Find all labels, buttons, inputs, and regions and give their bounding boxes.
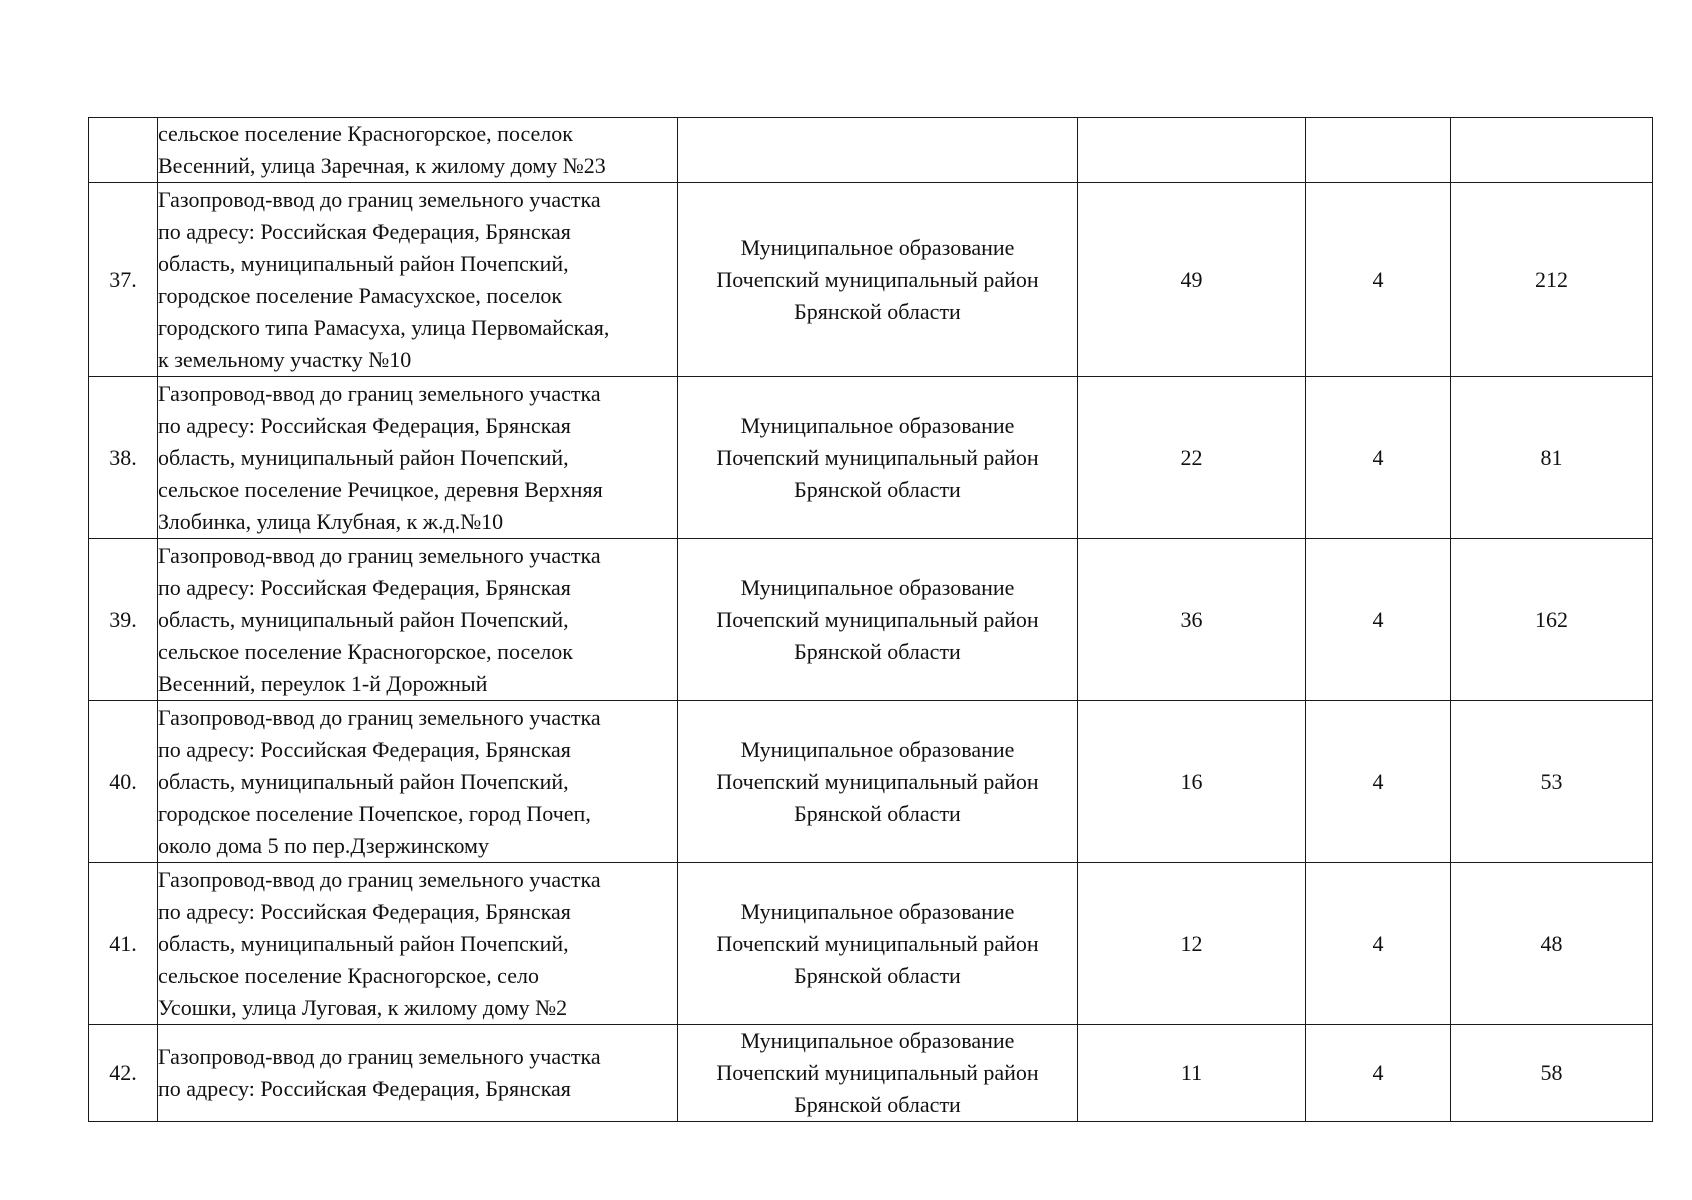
table-row: [89, 377, 1653, 539]
object-description-cell: Газопровод-ввод до границ земельного участка по адресу: Российская Федерация, Брянская: [158, 1025, 678, 1122]
object-description-cell: Газопровод-ввод до границ земельного участка по адресу: Российская Федерация, Брянская область, муниципальный район Почепский, городское поселение Почепское, город Почеп, около дома 5 по пер.Дзержинскому: [158, 701, 678, 863]
table-row: [89, 701, 1653, 863]
row-number-cell: [89, 118, 158, 183]
owner-cell: Муниципальное образование Почепский муниципальный район Брянской области: [678, 377, 1078, 539]
volume-cell: 48: [1451, 863, 1653, 1025]
object-description-cell: Газопровод-ввод до границ земельного участка по адресу: Российская Федерация, Брянская область, муниципальный район Почепский, сельское поселение Красногорское, поселок Весенний, переулок 1-й Дорожный: [158, 539, 678, 701]
length-cell: 16: [1078, 701, 1306, 863]
object-description-cell: Газопровод-ввод до границ земельного участка по адресу: Российская Федерация, Брянская область, муниципальный район Почепский, сельское поселение Красногорское, село Усошки, улица Луговая, к жилому дому №2: [158, 863, 678, 1025]
length-cell: 22: [1078, 377, 1306, 539]
owner-cell: Муниципальное образование Почепский муниципальный район Брянской области: [678, 1025, 1078, 1122]
owner-cell: Муниципальное образование Почепский муниципальный район Брянской области: [678, 539, 1078, 701]
pressure-cell: 4: [1306, 1025, 1451, 1122]
row-number-cell: 38.: [89, 377, 158, 539]
table-row: [89, 183, 1653, 377]
row-number-cell: 40.: [89, 701, 158, 863]
gas-pipeline-registry-table: [88, 117, 1653, 1122]
pressure-cell: 4: [1306, 377, 1451, 539]
table-row: [89, 1025, 1653, 1122]
table-row: [89, 863, 1653, 1025]
volume-cell: 212: [1451, 183, 1653, 377]
length-cell: [1078, 118, 1306, 183]
pressure-cell: [1306, 118, 1451, 183]
owner-cell: [678, 118, 1078, 183]
volume-cell: 58: [1451, 1025, 1653, 1122]
pressure-cell: 4: [1306, 863, 1451, 1025]
pressure-cell: 4: [1306, 539, 1451, 701]
volume-cell: [1451, 118, 1653, 183]
row-number-cell: 39.: [89, 539, 158, 701]
owner-cell: Муниципальное образование Почепский муниципальный район Брянской области: [678, 183, 1078, 377]
object-description-cell: Газопровод-ввод до границ земельного участка по адресу: Российская Федерация, Брянская область, муниципальный район Почепский, городское поселение Рамасухское, поселок городского типа Рамасуха, улица Первомайская, к земельному участку №10: [158, 183, 678, 377]
row-number-cell: 37.: [89, 183, 158, 377]
table-row: [89, 118, 1653, 183]
owner-cell: Муниципальное образование Почепский муниципальный район Брянской области: [678, 701, 1078, 863]
pressure-cell: 4: [1306, 701, 1451, 863]
owner-cell: Муниципальное образование Почепский муниципальный район Брянской области: [678, 863, 1078, 1025]
length-cell: 49: [1078, 183, 1306, 377]
row-number-cell: 41.: [89, 863, 158, 1025]
length-cell: 11: [1078, 1025, 1306, 1122]
length-cell: 12: [1078, 863, 1306, 1025]
object-description-cell: сельское поселение Красногорское, поселок Весенний, улица Заречная, к жилому дому №23: [158, 118, 678, 183]
table-row: [89, 539, 1653, 701]
length-cell: 36: [1078, 539, 1306, 701]
volume-cell: 81: [1451, 377, 1653, 539]
volume-cell: 53: [1451, 701, 1653, 863]
row-number-cell: 42.: [89, 1025, 158, 1122]
pressure-cell: 4: [1306, 183, 1451, 377]
volume-cell: 162: [1451, 539, 1653, 701]
object-description-cell: Газопровод-ввод до границ земельного участка по адресу: Российская Федерация, Брянская область, муниципальный район Почепский, сельское поселение Речицкое, деревня Верхняя Злобинка, улица Клубная, к ж.д.№10: [158, 377, 678, 539]
